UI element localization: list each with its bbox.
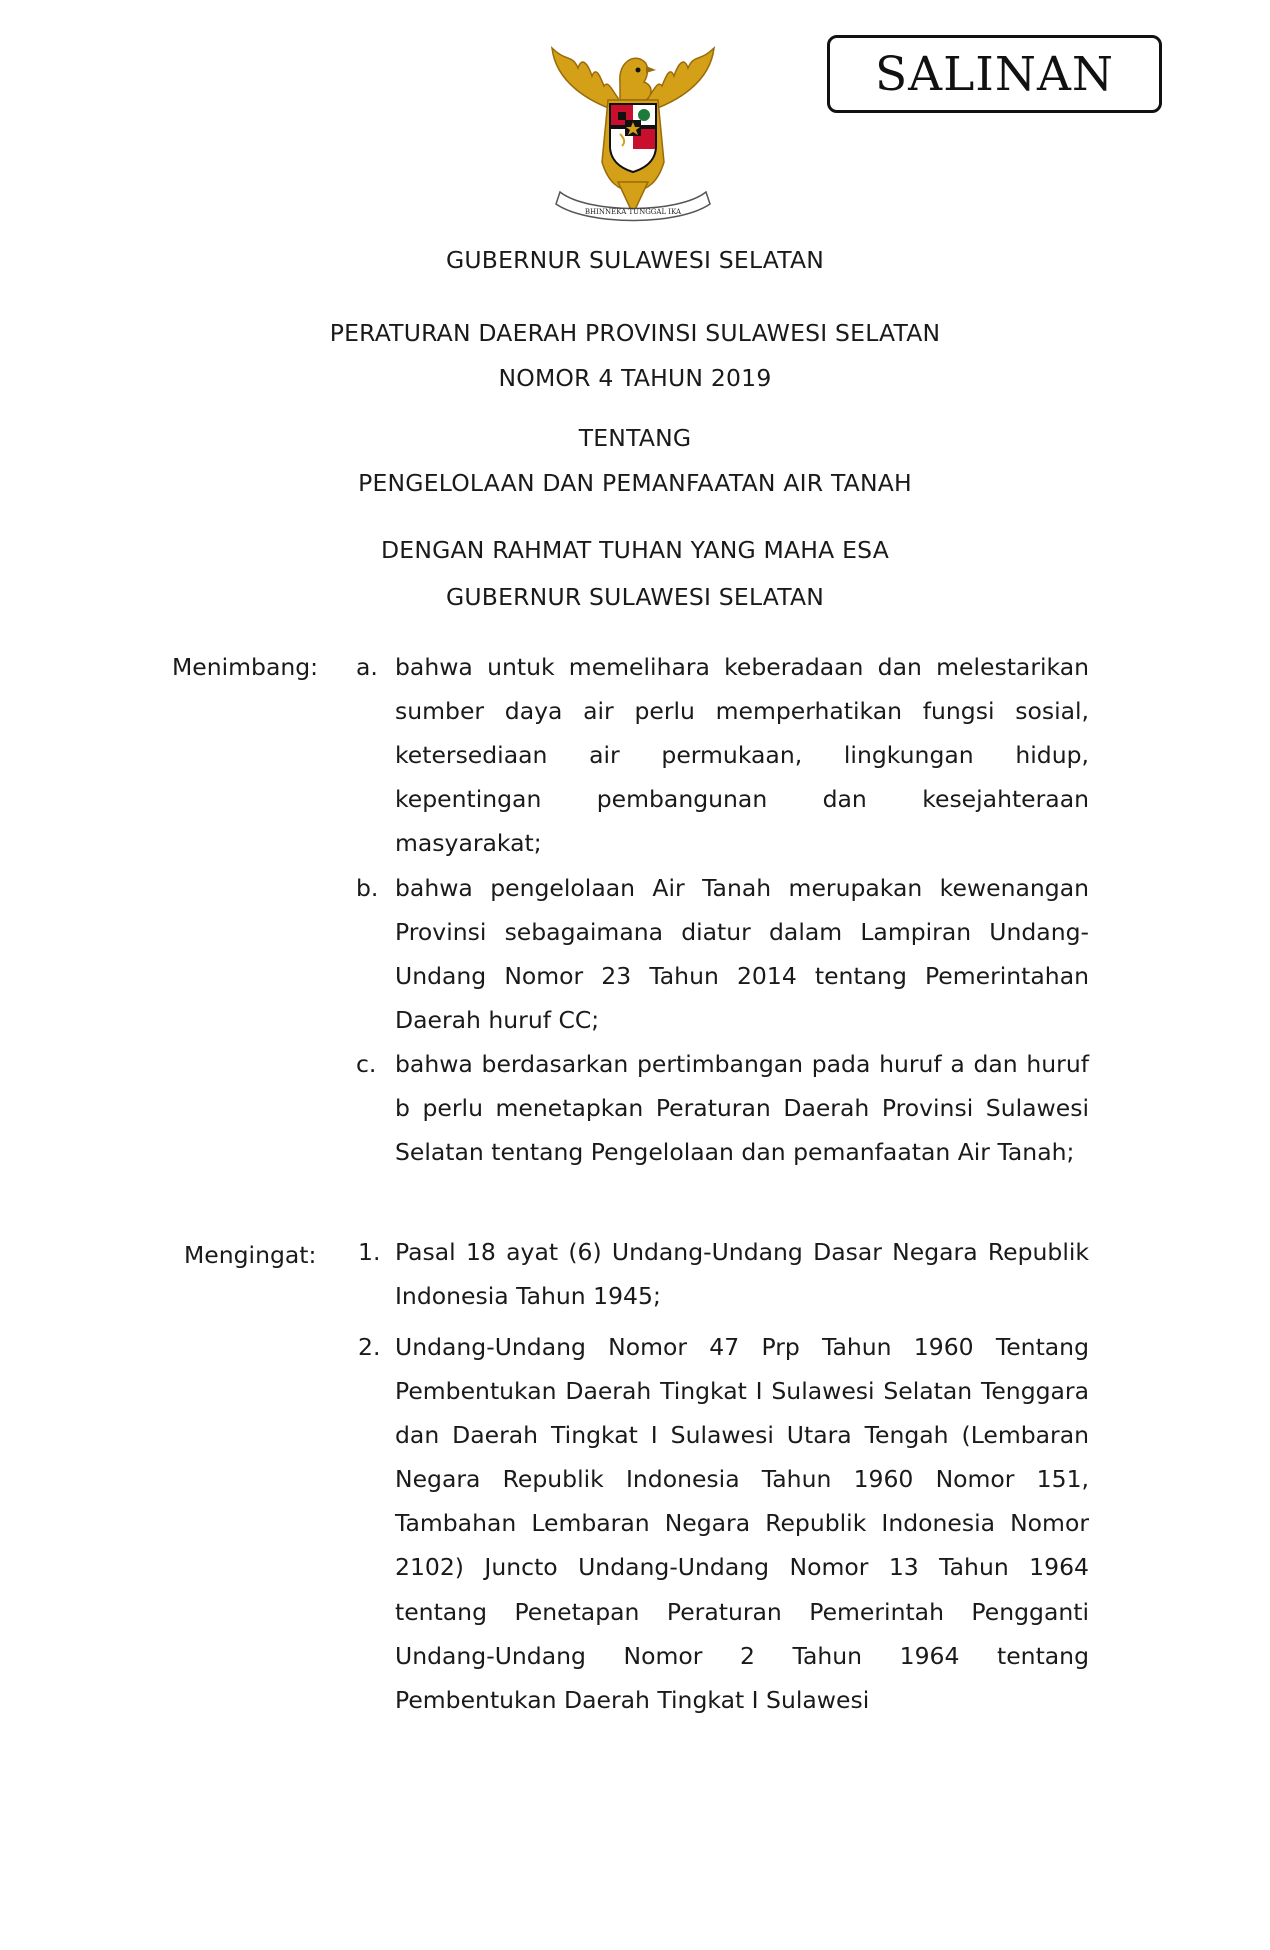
salinan-stamp-label: SALINAN [874,46,1115,102]
mengingat-item-1-text: Pasal 18 ayat (6) Undang-Undang Dasar Negara Republik Indonesia Tahun 1945; [395,1238,1089,1311]
mengingat-item-2-marker: 2. [358,1333,381,1361]
regulation-title: PERATURAN DAERAH PROVINSI SULAWESI SELATAN [329,319,941,347]
blessing-line: DENGAN RAHMAT TUHAN YANG MAHA ESA [381,536,889,564]
menimbang-item-b-text: bahwa pengelolaan Air Tanah merupakan kewenangan Provinsi sebagaimana diatur dalam Lampiran Undang-Undang Nomor 23 Tahun 2014 tentang Pemerintahan Daerah huruf CC; [395,874,1089,1035]
salinan-stamp [827,35,1162,113]
signatory-heading: GUBERNUR SULAWESI SELATAN [445,583,825,611]
menimbang-item-c-marker: c. [356,1050,377,1078]
menimbang-item-a-marker: a. [356,653,378,681]
issuer-heading: GUBERNUR SULAWESI SELATAN [445,246,825,274]
mengingat-item-1-marker: 1. [358,1238,381,1266]
regulation-number: NOMOR 4 TAHUN 2019 [498,364,772,392]
mengingat-item-2-text: Undang-Undang Nomor 47 Prp Tahun 1960 Tentang Pembentukan Daerah Tingkat I Sulawesi Selatan Tenggara dan Daerah Tingkat I Sulawesi Utara Tengah (Lembaran Negara Republik Indonesia Tahun 1960 Nomor 151, Tambahan Lembaran Negara Republik Indonesia Nomor 2102) Juncto Undang-Undang Nomor 13 Tahun 1964 tentang Penetapan Peraturan Pemerintah Pengganti Undang-Undang Nomor 2 Tahun 1964 tentang Pembentukan Daerah Tingkat I Sulawesi [395,1333,1089,1714]
mengingat-label: Mengingat: [184,1241,317,1269]
regulation-subject: PENGELOLAAN DAN PEMANFAATAN AIR TANAH [358,469,912,497]
emblem-motto: BHINNEKA TUNGGAL IKA [584,208,682,216]
garuda-emblem-icon [548,42,718,234]
menimbang-item-c-text: bahwa berdasarkan pertimbangan pada huruf a dan huruf b perlu menetapkan Peraturan Daerah Provinsi Sulawesi Selatan tentang Pengelolaan dan pemanfaatan Air Tanah; [395,1050,1089,1167]
about-label: TENTANG [578,424,692,452]
menimbang-item-b-marker: b. [356,874,379,902]
menimbang-label: Menimbang: [172,653,319,681]
menimbang-item-a-text: bahwa untuk memelihara keberadaan dan melestarikan sumber daya air perlu memperhatikan fungsi sosial, ketersediaan air permukaan, lingkungan hidup, kepentingan pembangunan dan kesejahteraan masyarakat; [395,653,1089,858]
